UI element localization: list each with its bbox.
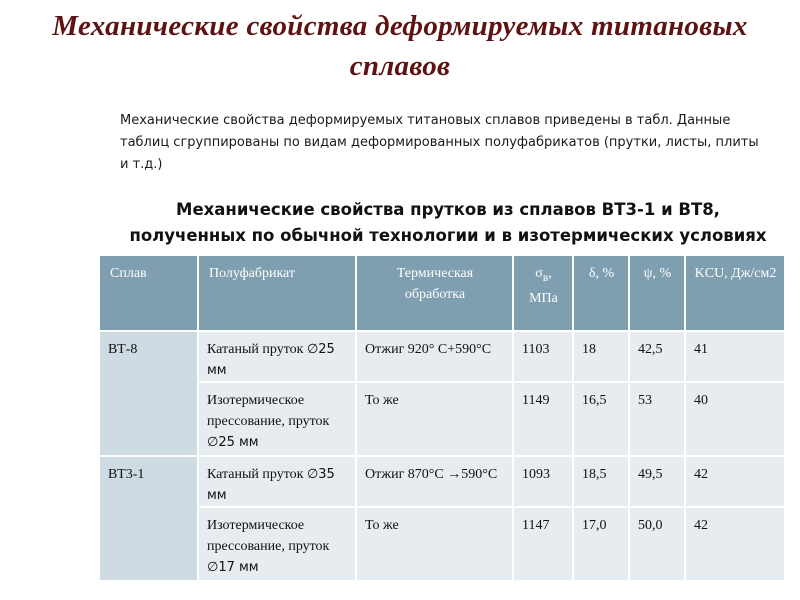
header-impact-toughness: KCU, Дж/см2 <box>685 255 785 331</box>
product-diameter: ∅25 мм <box>207 435 259 450</box>
table-row <box>99 331 785 382</box>
cell-sigma: 1147 <box>513 507 573 581</box>
properties-table <box>98 254 786 582</box>
header-elongation: δ, % <box>573 255 629 331</box>
intro-paragraph: Механические свойства деформируемых титановых сплавов приведены в табл. Данные таблиц сгруппированы по видам деформированных полуфабрикатов (прутки, листы, плиты и т.д.) <box>120 113 759 172</box>
product-text: Катаный пруток <box>207 342 304 357</box>
product-diameter: ∅17 мм <box>207 560 259 575</box>
product-text: Изотермическое прессование, пруток <box>207 393 330 429</box>
cell-kcu: 40 <box>685 382 785 456</box>
page-title: Механические свойства деформируемых титановых сплавов <box>52 10 748 82</box>
sigma-subscript: в <box>542 270 549 284</box>
header-alloy: Сплав <box>99 255 198 331</box>
table-caption: Механические свойства прутков из сплавов ВТ3-1 и ВТ8, полученных по обычной технологии и в изотермических условиях <box>129 200 767 245</box>
cell-psi: 42,5 <box>629 331 685 382</box>
cell-sigma: 1103 <box>513 331 573 382</box>
cell-treatment: Отжиг 920° С+590°С <box>356 331 513 382</box>
table-row <box>99 382 785 456</box>
table-header-row <box>99 255 785 331</box>
cell-product <box>198 382 356 456</box>
header-tensile-strength <box>513 255 573 331</box>
sigma-symbol: σ <box>535 266 543 281</box>
product-text: Изотермическое прессование, пруток <box>207 518 330 554</box>
product-text: Катаный пруток <box>207 467 304 482</box>
cell-kcu: 42 <box>685 507 785 581</box>
cell-sigma: 1093 <box>513 456 573 507</box>
table-row <box>99 456 785 507</box>
cell-psi: 53 <box>629 382 685 456</box>
header-product: Полуфабрикат <box>198 255 356 331</box>
product-diameter: ∅25 мм <box>207 342 335 378</box>
cell-delta: 16,5 <box>573 382 629 456</box>
header-treatment: Термическая обработка <box>356 255 513 331</box>
table-row <box>99 507 785 581</box>
cell-treatment: То же <box>356 507 513 581</box>
cell-psi: 50,0 <box>629 507 685 581</box>
cell-alloy: ВТ3-1 <box>99 456 198 581</box>
cell-kcu: 42 <box>685 456 785 507</box>
cell-kcu: 41 <box>685 331 785 382</box>
cell-alloy: ВТ-8 <box>99 331 198 456</box>
cell-treatment: Отжиг 870°С →590°С <box>356 456 513 507</box>
cell-treatment: То же <box>356 382 513 456</box>
cell-sigma: 1149 <box>513 382 573 456</box>
cell-psi: 49,5 <box>629 456 685 507</box>
cell-delta: 17,0 <box>573 507 629 581</box>
cell-delta: 18,5 <box>573 456 629 507</box>
sigma-unit: , МПа <box>529 266 558 306</box>
cell-product <box>198 331 356 382</box>
cell-delta: 18 <box>573 331 629 382</box>
properties-table-container <box>98 254 786 582</box>
header-reduction: ψ, % <box>629 255 685 331</box>
product-diameter: ∅35 мм <box>207 467 335 503</box>
cell-product <box>198 456 356 507</box>
cell-product <box>198 507 356 581</box>
